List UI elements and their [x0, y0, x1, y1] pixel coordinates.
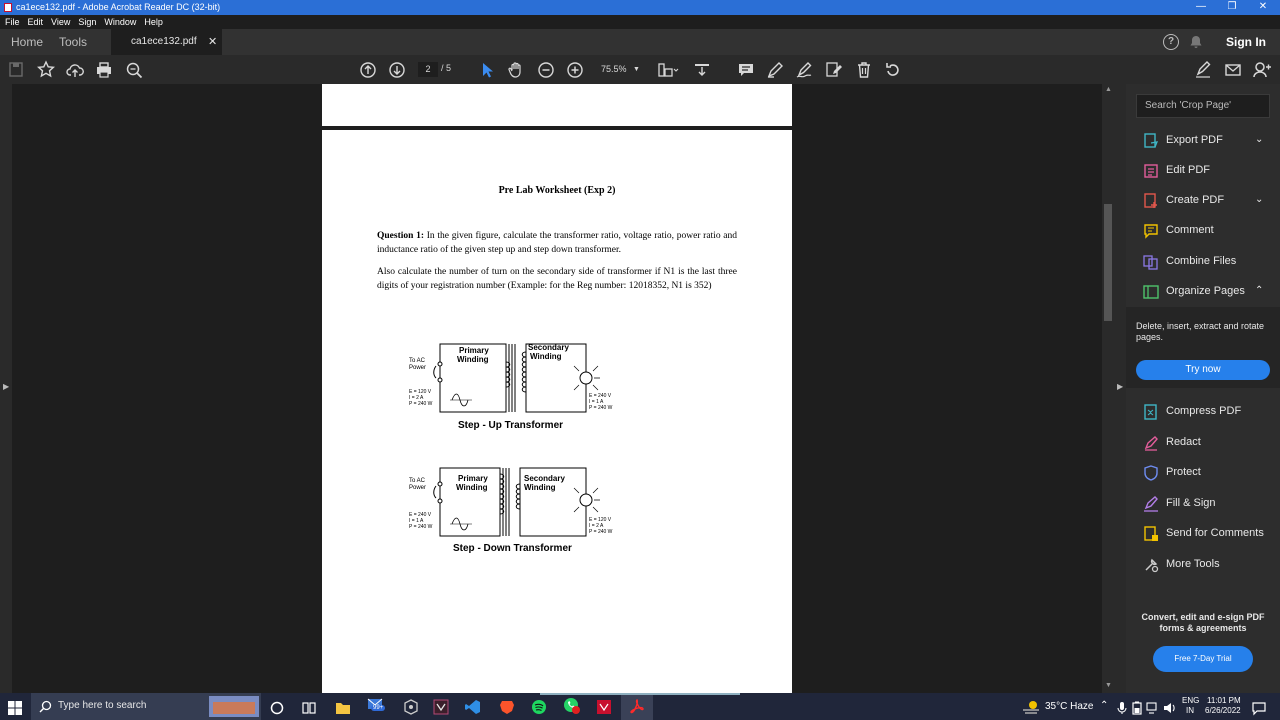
rotate-icon[interactable]: [884, 60, 902, 80]
secondary-label-2: Winding: [530, 352, 562, 361]
scrollbar-thumb[interactable]: [1104, 204, 1112, 321]
hand-tool-icon[interactable]: [507, 60, 525, 80]
weather-haze-icon[interactable]: [1022, 698, 1040, 716]
ac-power-label-1: To AC: [409, 358, 426, 364]
cloud-upload-icon[interactable]: [66, 60, 84, 80]
tool-label: Export PDF: [1166, 134, 1223, 146]
organize-pages-description: Delete, insert, extract and rotate pages.: [1136, 321, 1265, 342]
edit-pdf-icon: [1143, 163, 1159, 179]
output-voltage: E = 120 V: [589, 517, 612, 523]
brave-browser-icon[interactable]: [499, 698, 515, 716]
ac-power-label-2: Power: [409, 365, 427, 371]
help-icon[interactable]: ?: [1163, 34, 1179, 50]
tool-label: Send for Comments: [1166, 527, 1264, 539]
tab-bar: [0, 29, 1280, 55]
tool-protect[interactable]: [1126, 458, 1280, 488]
clock-time[interactable]: 11:01 PM: [1207, 696, 1241, 705]
tool-comment[interactable]: [1126, 216, 1280, 246]
toolbar: [0, 55, 1280, 84]
output-voltage: E = 240 V: [589, 393, 612, 399]
primary-label-1: Primary: [459, 346, 489, 355]
mail-app-icon[interactable]: [367, 697, 389, 715]
send-for-comments-icon: [1143, 526, 1159, 542]
tool-label: Comment: [1166, 224, 1214, 236]
export-pdf-icon: [1143, 133, 1159, 149]
more-tools-icon: [1143, 557, 1159, 573]
edit-pdf-icon[interactable]: [825, 60, 843, 80]
tool-label: Combine Files: [1166, 255, 1237, 267]
menu-sign[interactable]: Sign: [78, 17, 97, 27]
tool-label: Redact: [1166, 436, 1201, 448]
tool-label: More Tools: [1166, 558, 1220, 570]
highlight-pen-icon[interactable]: [766, 60, 784, 80]
worksheet-title: Pre Lab Worksheet (Exp 2): [498, 185, 616, 196]
tool-export-pdf[interactable]: [1126, 126, 1280, 156]
previous-page-icon[interactable]: [359, 60, 377, 80]
step-down-caption: Step - Down Transformer: [453, 543, 572, 554]
minimize-button[interactable]: —: [1196, 1, 1206, 12]
microphone-icon[interactable]: [1116, 699, 1128, 717]
chevron-up-icon[interactable]: ⌃: [1100, 700, 1109, 711]
page-2: [322, 130, 792, 693]
question-1-paragraph: [377, 229, 737, 257]
output-power: P = 240 W: [589, 529, 613, 535]
tool-send-for-comments[interactable]: [1126, 519, 1280, 549]
create-pdf-icon: [1143, 193, 1159, 209]
try-now-button[interactable]: Try now: [1136, 360, 1270, 380]
step-up-caption: Step - Up Transformer: [458, 420, 564, 431]
step-up-labels: [402, 330, 632, 438]
taskbar: [0, 693, 1280, 720]
clock-date[interactable]: 6/26/2022: [1205, 706, 1241, 715]
free-trial-button[interactable]: Free 7-Day Trial: [1153, 646, 1253, 672]
maximize-button[interactable]: ❐: [1227, 1, 1237, 12]
search-icon: [39, 700, 52, 713]
media-app-icon[interactable]: [433, 698, 449, 716]
acrobat-icon: [629, 698, 645, 714]
tools-panel: [1126, 84, 1280, 693]
page-number-input[interactable]: 2: [418, 62, 438, 77]
weather-text[interactable]: 35°C Haze: [1045, 701, 1094, 712]
language-primary[interactable]: ENG: [1182, 696, 1200, 705]
expand-left-panel-icon[interactable]: ▶: [3, 382, 10, 391]
step-down-labels: [402, 456, 632, 564]
comment-icon[interactable]: [737, 60, 755, 80]
chevron-up-icon[interactable]: ⌃: [1255, 285, 1264, 296]
zoom-level-select[interactable]: [595, 62, 643, 77]
taskbar-active-indicator: [540, 693, 740, 695]
tool-label: Protect: [1166, 466, 1201, 478]
tool-organize-pages[interactable]: [1126, 277, 1280, 307]
search-highlight-image: [209, 696, 259, 717]
vertical-scrollbar[interactable]: [1102, 84, 1114, 693]
battery-icon[interactable]: [1131, 699, 1143, 717]
network-icon[interactable]: [1146, 699, 1160, 717]
secondary-label-1: Secondary: [528, 343, 569, 352]
close-window-button[interactable]: ✕: [1258, 1, 1268, 12]
menu-file[interactable]: File: [5, 17, 20, 27]
fill-sign-icon: [1143, 496, 1159, 512]
input-voltage: E = 120 V: [409, 389, 432, 395]
question-1-extra: Also calculate the number of turn on the secondary side of transformer if N1 is the last three digits of your registration number (Example: for the Reg number: 12018352, N1 is 352): [377, 267, 737, 291]
tool-label: Edit PDF: [1166, 164, 1211, 176]
language-region[interactable]: IN: [1186, 706, 1194, 715]
tool-combine-files[interactable]: [1126, 247, 1280, 277]
sign-pen-icon[interactable]: [795, 60, 813, 80]
settings-app-icon[interactable]: [402, 698, 420, 716]
shield-icon: [1143, 465, 1159, 481]
zoom-value: 75.5%: [601, 64, 627, 74]
cortana-icon[interactable]: [270, 699, 284, 717]
chevron-down-icon: ▼: [633, 66, 640, 73]
organize-pages-icon: [1143, 284, 1159, 300]
menu-view[interactable]: View: [51, 17, 71, 27]
zoom-in-icon[interactable]: [566, 60, 584, 80]
question-1-label: Question 1:: [377, 231, 425, 241]
window-title: ca1ece132.pdf - Adobe Acrobat Reader DC (32-bit): [16, 2, 221, 12]
right-panel-toggle[interactable]: [1114, 84, 1126, 693]
whatsapp-notification-dot: [572, 706, 580, 714]
bell-icon[interactable]: [1189, 35, 1203, 49]
trash-icon[interactable]: [855, 60, 873, 80]
menu-window[interactable]: Window: [104, 17, 137, 27]
print-icon[interactable]: [95, 60, 113, 80]
secondary-label-2: Winding: [524, 483, 556, 492]
whatsapp-app-icon[interactable]: [563, 697, 583, 715]
email-icon[interactable]: [1224, 60, 1242, 80]
menu-bar: [0, 15, 1280, 29]
tools-search-input[interactable]: Search 'Crop Page': [1136, 94, 1270, 118]
promo-text: Convert, edit and e-sign PDF forms & agreements: [1141, 612, 1265, 633]
tool-label: Create PDF: [1166, 194, 1225, 206]
menu-help[interactable]: Help: [144, 17, 163, 27]
menu-edit[interactable]: Edit: [27, 17, 44, 27]
input-current: I = 1 A: [409, 518, 424, 524]
sign-in-button[interactable]: Sign In: [1226, 35, 1266, 49]
acrobat-taskbar-item[interactable]: [621, 693, 653, 720]
select-cursor-icon[interactable]: [478, 60, 496, 80]
tool-label: Compress PDF: [1166, 405, 1242, 417]
tab-tools[interactable]: Tools: [59, 35, 88, 49]
comment-icon: [1143, 223, 1159, 239]
tool-label: Organize Pages: [1166, 285, 1245, 297]
input-power: P = 240 W: [409, 524, 433, 530]
next-page-icon[interactable]: [388, 60, 406, 80]
document-viewport[interactable]: [12, 84, 1102, 693]
tool-label: Fill & Sign: [1166, 497, 1216, 509]
document-tab-label: ca1ece132.pdf: [131, 36, 197, 47]
tool-compress-pdf[interactable]: [1126, 397, 1280, 427]
tool-edit-pdf[interactable]: [1126, 156, 1280, 186]
left-panel-collapsed: [0, 84, 12, 693]
tool-fill-sign[interactable]: [1126, 489, 1280, 519]
output-power: P = 240 W: [589, 405, 613, 411]
search-placeholder: Type here to search: [58, 700, 147, 711]
primary-label-1: Primary: [458, 474, 488, 483]
scroll-down-icon[interactable]: ▼: [1105, 682, 1112, 689]
scroll-mode-icon[interactable]: [693, 60, 711, 80]
fill-sign-icon[interactable]: [1194, 60, 1212, 80]
collapse-right-panel-icon[interactable]: ▶: [1117, 382, 1124, 391]
volume-icon[interactable]: [1163, 699, 1177, 717]
page-total: / 5: [441, 63, 452, 73]
page-fit-icon[interactable]: [657, 60, 679, 80]
close-tab-icon[interactable]: ✕: [208, 36, 218, 48]
acrobat-app-icon: [4, 3, 12, 12]
tab-document[interactable]: [111, 29, 222, 55]
primary-label-2: Winding: [457, 355, 489, 364]
ac-power-label-1: To AC: [409, 478, 426, 484]
zoom-out-icon[interactable]: [537, 60, 555, 80]
file-explorer-icon[interactable]: [335, 699, 351, 717]
input-voltage: E = 240 V: [409, 512, 432, 518]
mail-badge: 99+: [373, 705, 384, 711]
secondary-label-1: Secondary: [524, 474, 565, 483]
output-current: I = 1 A: [589, 399, 604, 405]
spotify-icon[interactable]: [531, 698, 547, 716]
share-user-icon[interactable]: [1252, 60, 1272, 80]
taskbar-search-box[interactable]: [31, 693, 261, 720]
input-power: P = 240 W: [409, 401, 433, 407]
redact-icon: [1143, 435, 1159, 451]
organize-pages-details: [1126, 307, 1280, 388]
tool-redact[interactable]: [1126, 428, 1280, 458]
tool-create-pdf[interactable]: [1126, 186, 1280, 216]
save-icon[interactable]: [8, 60, 24, 80]
notification-center-icon[interactable]: [1252, 699, 1266, 717]
compress-pdf-icon: [1143, 404, 1159, 420]
page-1-bottom: [322, 84, 792, 126]
output-current: I = 2 A: [589, 523, 604, 529]
task-view-icon[interactable]: [302, 699, 317, 717]
windows-start-icon[interactable]: [8, 699, 22, 717]
title-bar: [0, 0, 1280, 15]
input-current: I = 2 A: [409, 395, 424, 401]
chevron-down-icon[interactable]: ⌄: [1255, 194, 1264, 205]
chevron-down-icon[interactable]: ⌄: [1255, 134, 1264, 145]
bookmark-star-icon[interactable]: [37, 60, 55, 80]
zoom-search-icon[interactable]: [125, 60, 143, 80]
question-1-text: In the given figure, calculate the transformer ratio, voltage ratio, power ratio and inductance ratio of the given step up and step down transformer.: [377, 231, 737, 255]
vscode-icon[interactable]: [465, 698, 481, 716]
primary-label-2: Winding: [456, 483, 488, 492]
scroll-up-icon[interactable]: ▲: [1105, 86, 1112, 93]
tool-more-tools[interactable]: [1126, 550, 1280, 580]
combine-files-icon: [1143, 254, 1159, 270]
ac-power-label-2: Power: [409, 485, 427, 491]
pdf-app-icon[interactable]: [596, 698, 612, 716]
tab-home[interactable]: Home: [11, 35, 44, 49]
